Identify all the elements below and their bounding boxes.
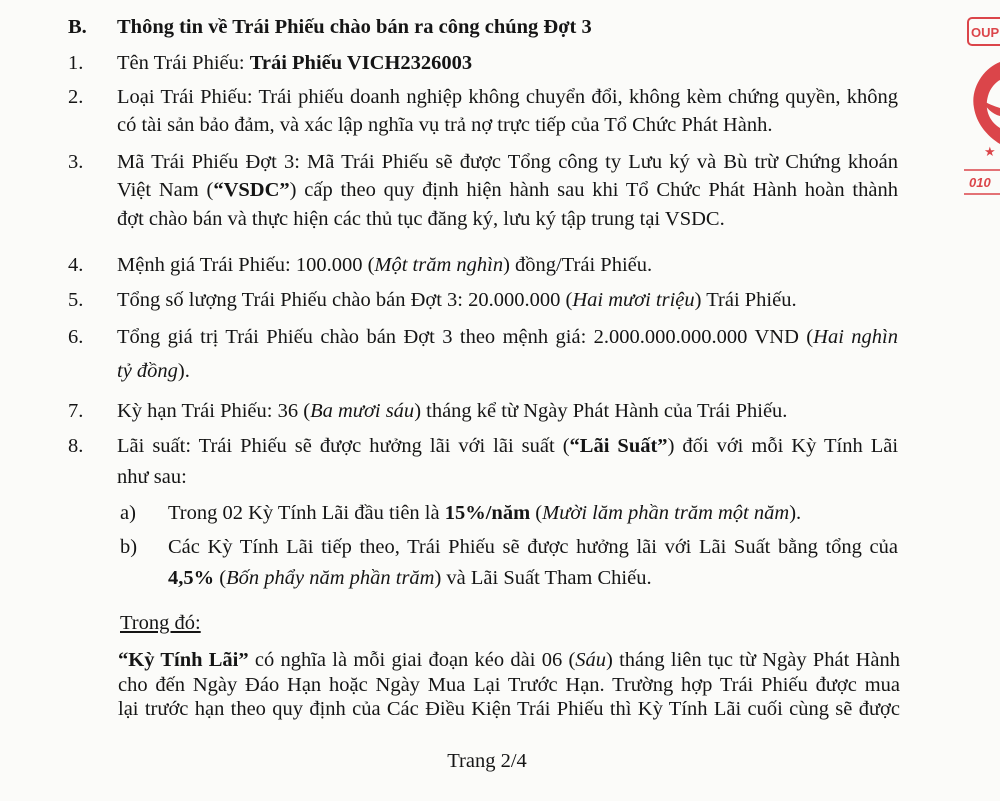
company-seal-stamp [960,4,1000,200]
item-line [117,111,898,139]
rate-in-words: Bốn phẩy năm phần trăm [226,567,435,589]
item-number: 8. [68,435,84,457]
page-number: Trang 2/4 [447,750,527,772]
text-run: cho đến Ngày Đáo Hạn hoặc Ngày Mua Lại Trước Hạn. Trường hợp Trái Phiếu được mua [118,674,900,696]
text-run: có nghĩa là mỗi giai đoạn kéo dài 06 ( [248,649,576,671]
text-run: Mã Trái Phiếu Đợt 3: Mã Trái Phiếu sẽ được Tổng công ty Lưu ký và Bù trừ Chứng khoán [117,151,898,173]
item-number: 1. [68,52,84,74]
text-run: ) tháng kể từ Ngày Phát Hành của Trái Phiếu. [414,400,788,422]
defined-term: “VSDC” [213,179,290,201]
item-line [117,83,898,111]
text-run: lại trước hạn theo quy định của Các Điều Kiện Trái Phiếu thì Kỳ Tính Lãi cuối cùng sẽ được [118,698,900,720]
defined-term: “Kỳ Tính Lãi” [118,649,249,671]
item-line [117,205,898,233]
definition-line [118,695,900,723]
text-run: ). [177,360,190,382]
item-line [117,176,898,204]
item-number: 5. [68,289,84,311]
text-run: ( [214,567,227,589]
text-run: như sau: [117,466,187,488]
text-run: Tổng số lượng Trái Phiếu chào bán Đợt 3: 20.000.000 ( [117,289,573,311]
item-number: 2. [68,86,84,108]
interest-rate: 4,5% [168,567,215,589]
text-run: Loại Trái Phiếu: Trái phiếu doanh nghiệp không chuyển đổi, không kèm chứng quyền, không [117,86,898,108]
stamp-top-text: OUP [971,25,1000,40]
text-run: ( [530,502,543,524]
section-title: Thông tin về Trái Phiếu chào bán ra công chúng Đợt 3 [117,16,592,38]
text-run: ) tháng liên tục từ Ngày Phát Hành [606,649,901,671]
item-line [117,357,898,385]
text-run: ) và Lãi Suất Tham Chiếu. [434,567,652,589]
item-line [117,323,898,351]
text-run: Tên Trái Phiếu: [117,52,250,74]
text-run: ) đối với mỗi Kỳ Tính Lãi [667,435,899,457]
section-label: B. [68,16,87,38]
number-in-words: Sáu [575,649,607,671]
text-run: Việt Nam ( [117,179,214,201]
where-heading: Trong đó: [120,612,201,634]
stamp-bottom-text: 010 [969,175,991,190]
item-number: 4. [68,254,84,276]
text-run: có tài sản bảo đảm, và xác lập nghĩa vụ trả nợ trực tiếp của Tổ Chức Phát Hành. [117,114,773,136]
text-run: Mệnh giá Trái Phiếu: 100.000 ( [117,254,375,276]
item-line [117,463,898,491]
amount-in-words: Một trăm nghìn [374,254,504,276]
text-run: Kỳ hạn Trái Phiếu: 36 ( [117,400,311,422]
item-line [117,397,898,425]
item-number: 7. [68,400,84,422]
defined-term: “Lãi Suất” [569,435,668,457]
text-run: ). [789,502,802,524]
text-run: Trong 02 Kỳ Tính Lãi đầu tiên là [168,502,445,524]
sub-item-line [168,499,898,527]
item-number: 3. [68,151,84,173]
bond-name: Trái Phiếu VICH2326003 [249,52,473,74]
item-line [117,49,898,77]
sub-item-line [168,564,898,592]
text-run: Lãi suất: Trái Phiếu sẽ được hưởng lãi với lãi suất ( [117,435,570,457]
item-number: 6. [68,326,84,348]
star-icon: ★ [984,145,996,160]
amount-in-words: Ba mươi sáu [310,400,415,422]
item-line [117,286,898,314]
sub-item-label: a) [120,502,136,524]
interest-rate: 15%/năm [444,502,531,524]
text-run: ) đồng/Trái Phiếu. [503,254,653,276]
item-line [117,148,898,176]
amount-in-words: tỷ đồng [117,360,178,382]
sub-item-label: b) [120,536,138,558]
item-line [117,251,898,279]
text-run: đợt chào bán và thực hiện các thủ tục đăng ký, lưu ký tập trung tại VSDC. [117,208,725,230]
amount-in-words: Hai nghìn [813,326,898,348]
text-run: Các Kỳ Tính Lãi tiếp theo, Trái Phiếu sẽ được hưởng lãi với Lãi Suất bằng tổng của [168,536,898,558]
item-line [117,432,898,460]
text-run: Tổng giá trị Trái Phiếu chào bán Đợt 3 theo mệnh giá: 2.000.000.000.000 VND ( [117,326,814,348]
text-run: ) cấp theo quy định hiện hành sau khi Tổ Chức Phát Hành hoàn thành [289,179,898,201]
text-run: ) Trái Phiếu. [694,289,797,311]
definition-line [118,646,900,674]
rate-in-words: Mười lăm phần trăm một năm [542,502,790,524]
sub-item-line [168,533,898,561]
amount-in-words: Hai mươi triệu [572,289,695,311]
